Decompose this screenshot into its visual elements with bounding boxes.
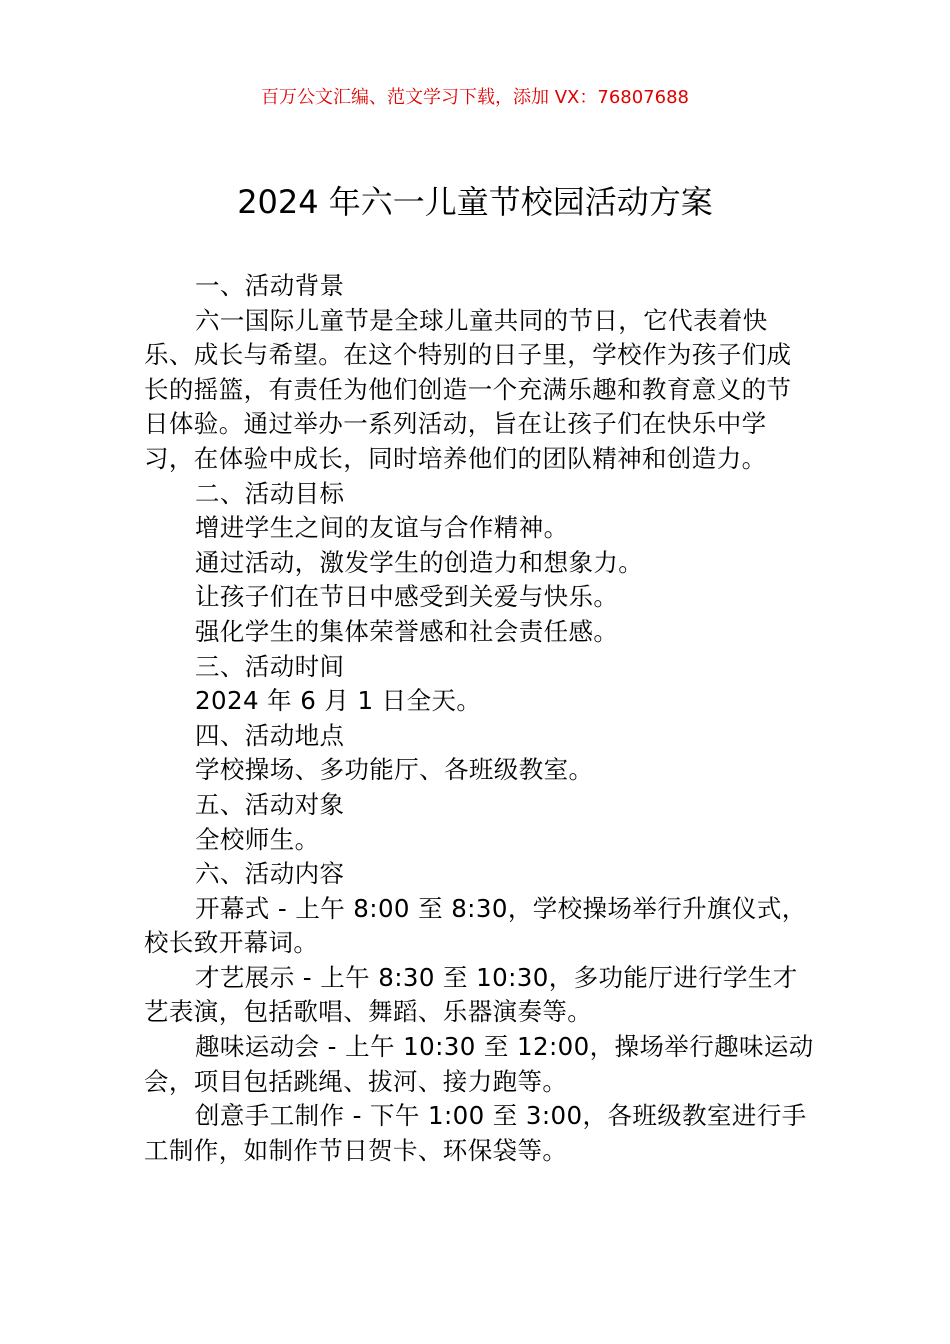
paragraph: 才艺展示 - 上午 8:30 至 10:30，多功能厅进行学生才艺表演，包括歌唱、舞蹈、乐器演奏等。: [144, 962, 798, 1027]
section-heading: 二、活动目标: [195, 478, 345, 508]
section-heading: 三、活动时间: [195, 651, 345, 681]
paragraph: 学校操场、多功能厅、各班级教室。: [195, 755, 594, 785]
paragraph: 2024 年 6 月 1 日全天。: [195, 686, 482, 716]
section-heading: 五、活动对象: [195, 789, 345, 819]
header-note: 百万公文汇编、范文学习下载，添加 VX：76807688: [261, 87, 689, 108]
paragraph: 创意手工制作 - 下午 1:00 至 3:00，各班级教室进行手工制作，如制作节日贺卡、环保袋等。: [144, 1101, 807, 1165]
document-title: 2024 年六一儿童节校园活动方案: [237, 183, 713, 221]
section-heading: 一、活动背景: [195, 271, 345, 300]
paragraph: 强化学生的集体荣誉感和社会责任感。: [195, 616, 619, 646]
document-body: [144, 269, 814, 1168]
paragraph: 全校师生。: [195, 824, 320, 854]
section-heading: 四、活动地点: [195, 720, 345, 750]
section-heading: 六、活动内容: [195, 859, 345, 889]
paragraph: 增进学生之间的友谊与合作精神。: [195, 513, 569, 543]
paragraph: 开幕式 - 上午 8:00 至 8:30，学校操场举行升旗仪式，校长致开幕词。: [144, 893, 807, 958]
paragraph: 通过活动，激发学生的创造力和想象力。: [195, 547, 644, 577]
paragraph: 六一国际儿童节是全球儿童共同的节日，它代表着快乐、成长与希望。在这个特别的日子里，学校作为孩子们成长的摇篮，有责任为他们创造一个充满乐趣和教育意义的节日体验。通过举办一系列活动，旨在让孩子们在快乐中学习，在体验中成长，同时培养他们的团队精神和创造力。: [144, 305, 792, 473]
paragraph: 让孩子们在节日中感受到关爱与快乐。: [195, 582, 619, 612]
paragraph: 趣味运动会 - 上午 10:30 至 12:00，操场举行趣味运动会，项目包括跳绳、拔河、接力跑等。: [144, 1032, 814, 1096]
